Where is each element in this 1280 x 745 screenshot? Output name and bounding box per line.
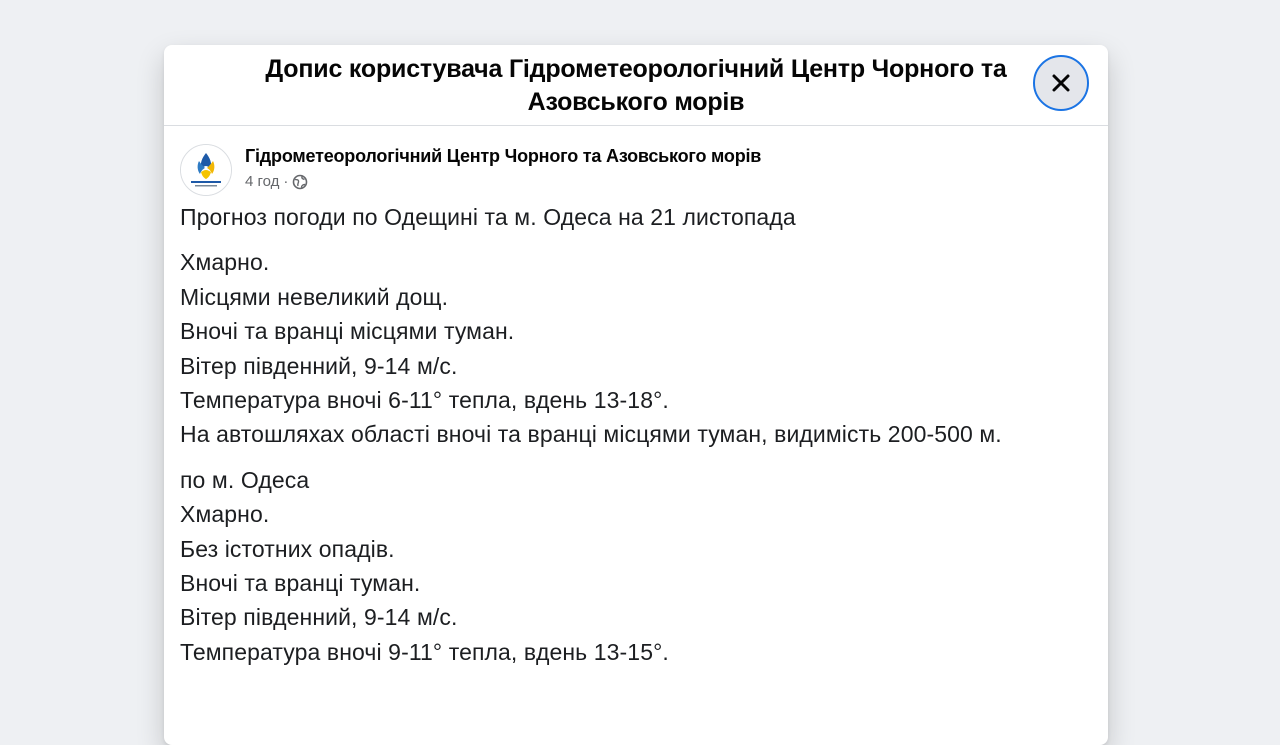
forecast-line: Температура вночі 9-11° тепла, вдень 13-15°. [180, 638, 669, 665]
forecast-line: Хмарно. [180, 249, 270, 276]
author-name[interactable]: Гідрометеорологічний Центр Чорного та Азовського морів [245, 146, 762, 166]
post-dialog [164, 45, 1108, 745]
post-header [164, 126, 1108, 198]
forecast-line: Місцями невеликий дощ. [180, 283, 449, 310]
forecast-line: по м. Одеса [180, 466, 310, 493]
forecast-line: Температура вночі 6-11° тепла, вдень 13-18°. [180, 387, 669, 414]
post-body [180, 200, 1092, 680]
meta-separator: · [283, 173, 289, 190]
forecast-line: Без істотних опадів. [180, 535, 395, 562]
forecast-line: На автошляхах області вночі та вранці місцями туман, видимість 200-500 м. [180, 421, 1002, 448]
forecast-line: Вночі та вранці туман. [180, 570, 421, 597]
post-meta [245, 172, 308, 192]
post-headline: Прогноз погоди по Одещині та м. Одеса на 21 листопада [180, 204, 796, 230]
dialog-header [164, 45, 1108, 126]
forecast-line: Вітер південний, 9-14 м/с. [180, 604, 458, 631]
close-button[interactable] [1033, 55, 1089, 111]
forecast-line: Вночі та вранці місцями туман. [180, 318, 515, 345]
logo-icon [181, 145, 231, 195]
forecast-line: Вітер південний, 9-14 м/с. [180, 352, 458, 379]
close-icon [1050, 72, 1072, 94]
globe-icon [292, 174, 308, 190]
region-forecast [180, 245, 1092, 451]
forecast-line: Хмарно. [180, 501, 270, 528]
avatar[interactable] [180, 144, 232, 196]
city-forecast [180, 463, 1092, 669]
dialog-title: Допис користувача Гідрометеорологічний Центр Чорного та Азовського морів [265, 55, 1007, 116]
post-time[interactable]: 4 год [245, 173, 280, 190]
